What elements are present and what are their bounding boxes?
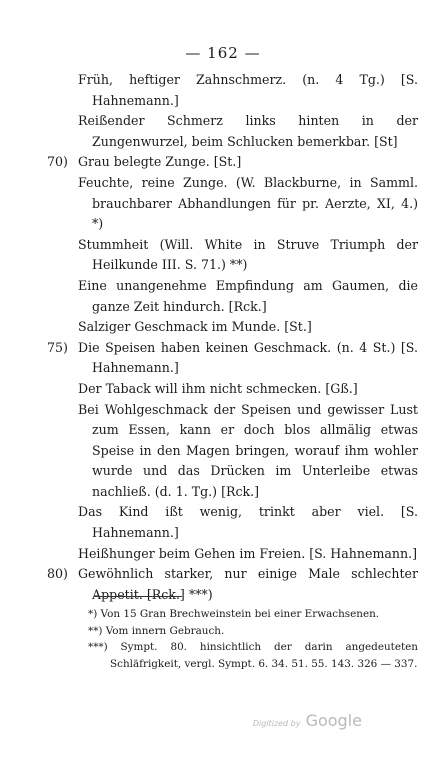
entry-number: 75) (47, 339, 68, 355)
entry-text: Gewöhnlich starker, nur einige Male schlechter Appetit. [Rck.] ***) (78, 566, 418, 602)
entry-text: Stummheit (Will. White in Struve Triumph der Heilkunde III. S. 71.) **) (78, 236, 418, 273)
symptom-entry (0, 111, 446, 152)
symptom-entry (0, 317, 446, 338)
digitized-by-google-watermark (253, 711, 362, 730)
symptom-entry (0, 338, 446, 379)
entry-text: Heißhunger beim Gehen im Freien. [S. Hahnemann.] (78, 545, 418, 561)
symptom-list (0, 70, 446, 605)
entry-text: Die Speisen haben keinen Geschmack. (n. 4 St.) [S. Hahnemann.] (78, 339, 418, 376)
symptom-entry (0, 564, 446, 605)
symptom-entry (0, 173, 446, 235)
entry-number: 80) (47, 566, 68, 582)
entry-text: Eine unangenehme Empfindung am Gaumen, die ganze Zeit hindurch. [Rck.] (78, 277, 418, 314)
footnotes (0, 606, 446, 672)
footnote-divider (94, 596, 182, 597)
entry-text: Das Kind ißt wenig, trinkt aber viel. [S. Hahnemann.] (78, 504, 418, 541)
google-logo: Google (305, 711, 362, 730)
footnote: ***) Sympt. 80. hinsichtlich der darin angedeuteten Schläfrigkeit, vergl. Sympt. 6. 34. 51. 55. 143. 326 — 337. (88, 641, 418, 670)
entry-text: Reißender Schmerz links hinten in der Zungenwurzel, beim Schlucken bemerkbar. [St] (78, 113, 418, 149)
symptom-entry (0, 152, 446, 173)
symptom-entry (0, 400, 446, 503)
symptom-entry (0, 544, 446, 565)
symptom-entry (0, 276, 446, 317)
symptom-entry (0, 235, 446, 276)
footnote: **) Vom innern Gebrauch. (88, 624, 225, 637)
symptom-entry (0, 70, 446, 111)
entry-text: Früh, heftiger Zahnschmerz. (n. 4 Tg.) [S. Hahnemann.] (78, 72, 418, 108)
footnote: *) Von 15 Gran Brechweinstein bei einer Erwachsenen. (88, 608, 380, 620)
entry-text: Der Taback will ihm nicht schmecken. [Gß.] (78, 380, 358, 396)
watermark-prefix: Digitized by (252, 719, 301, 728)
page-number: — 162 — (185, 44, 261, 62)
entry-text: Grau belegte Zunge. [St.] (78, 154, 242, 170)
entry-text: Salziger Geschmack im Munde. [St.] (78, 319, 312, 335)
symptom-entry (0, 379, 446, 400)
entry-text: Feuchte, reine Zunge. (W. Blackburne, in Samml. brauchbarer Abhandlungen für pr. Aerzte, XI, 4.) *) (78, 174, 418, 232)
symptom-entry (0, 502, 446, 543)
entry-text: Bei Wohlgeschmack der Speisen und gewisser Lust zum Essen, kann er doch blos allmälig etwas Speise in den Magen bringen, worauf ihm wohler wurde und das Drücken im Unterleibe etwas nachließ. (d. 1. Tg.) [Rck.] (78, 401, 418, 499)
entry-number: 70) (47, 154, 68, 170)
